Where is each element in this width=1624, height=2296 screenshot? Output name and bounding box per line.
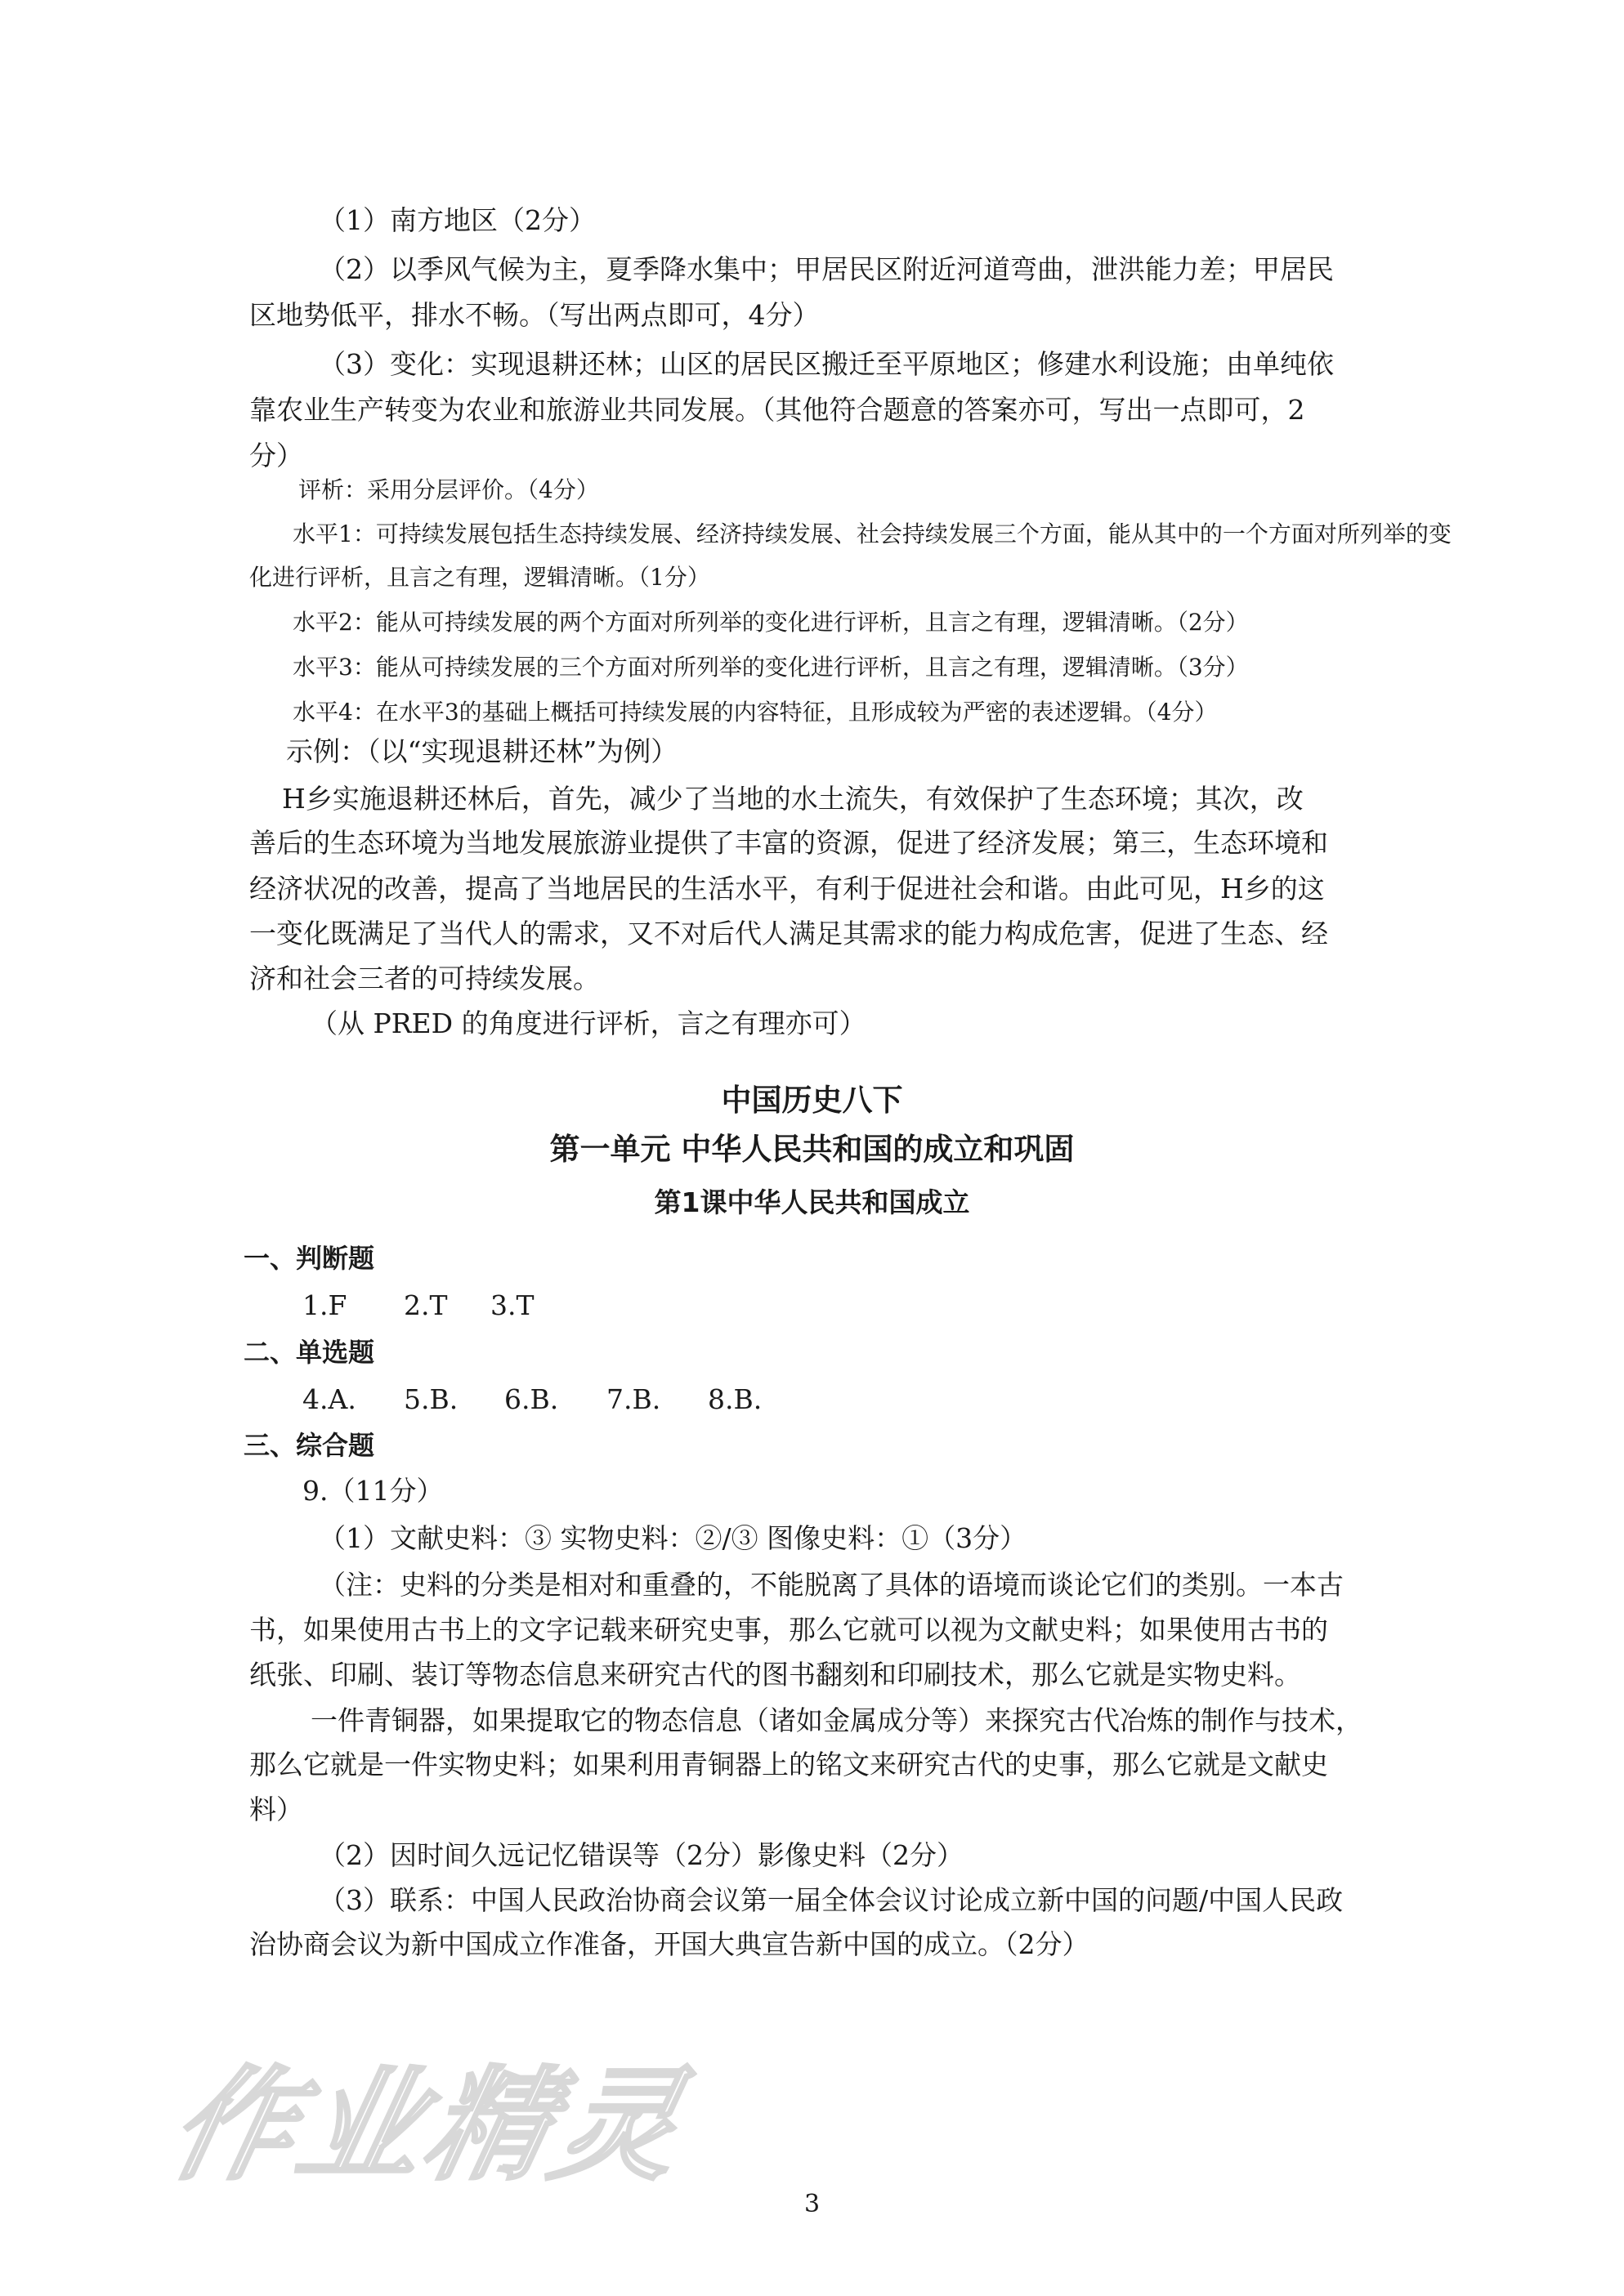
sc-answer-5: 5.B. [404, 1383, 459, 1415]
tf-answer-3: 3.T [490, 1289, 535, 1321]
pred-note: （从 PRED 的角度进行评析，言之有理亦可） [311, 1007, 866, 1039]
example-heading: 示例：（以“实现退耕还林”为例） [286, 735, 678, 767]
example-line1: H乡实施退耕还林后，首先，减少了当地的水土流失，有效保护了生态环境；其次，改 [282, 783, 1304, 815]
q9-note-line6: 料） [249, 1793, 303, 1825]
geo-q2-line2: 区地势低平，排水不畅。（写出两点即可，4分） [249, 299, 820, 331]
level3: 水平3：能从可持续发展的三个方面对所列举的变化进行评析，且言之有理，逻辑清晰。（3分） [293, 654, 1249, 681]
level2: 水平2：能从可持续发展的两个方面对所列举的变化进行评析，且言之有理，逻辑清晰。（2分） [293, 609, 1249, 636]
sc-answer-8: 8.B. [708, 1383, 763, 1415]
geo-q2-line1: （2）以季风气候为主，夏季降水集中；甲居民区附近河道弯曲，泄洪能力差；甲居民 [319, 253, 1334, 285]
eval-heading: 评析：采用分层评价。（4分） [298, 476, 599, 503]
sc-answer-6: 6.B. [504, 1383, 559, 1415]
geo-q3-line1: （3）变化：实现退耕还林；山区的居民区搬迁至平原地区；修建水利设施；由单纯依 [319, 348, 1334, 380]
geo-q1: （1）南方地区（2分） [319, 204, 596, 236]
tf-answer-2: 2.T [404, 1289, 448, 1321]
q9-note-line3: 纸张、印刷、装订等物态信息来研究古代的图书翻刻和印刷技术，那么它就是实物史料。 [249, 1659, 1301, 1691]
sc-answer-4: 4.A. [302, 1383, 356, 1415]
q9-note-line4: 一件青铜器，如果提取它的物态信息（诸如金属成分等）来探究古代冶炼的制作与技术， [311, 1704, 1362, 1736]
section-single-choice: 二、单选题 [244, 1337, 375, 1368]
watermark-logo-lower: 作业精灵 [158, 2055, 699, 2197]
q9-note-line1: （注：史料的分类是相对和重叠的，不能脱离了具体的语境而谈论它们的类别。一本古 [319, 1569, 1344, 1601]
section-true-false: 一、判断题 [244, 1243, 375, 1274]
page-number: 3 [803, 2190, 821, 2218]
tf-answer-1: 1.F [302, 1289, 347, 1321]
book-title: 中国历史八下 [721, 1083, 903, 1118]
level1-line2: 化进行评析，且言之有理，逻辑清晰。（1分） [249, 564, 710, 591]
q9-heading: 9.（11分） [302, 1475, 444, 1507]
geo-q3-line2: 靠农业生产转变为农业和旅游业共同发展。（其他符合题意的答案亦可，写出一点即可，2 [249, 394, 1305, 426]
level4: 水平4：在水平3的基础上概括可持续发展的内容特征，且形成较为严密的表述逻辑。（4分） [293, 699, 1218, 726]
unit-title: 第一单元 中华人民共和国的成立和巩固 [549, 1132, 1075, 1167]
lesson-title: 第1课中华人民共和国成立 [654, 1186, 970, 1218]
q9-part2: （2）因时间久远记忆错误等（2分）影像史料（2分） [319, 1839, 964, 1871]
sc-answer-7: 7.B. [606, 1383, 661, 1415]
section-comprehensive: 三、综合题 [244, 1430, 375, 1461]
level1-line1: 水平1：可持续发展包括生态持续发展、经济持续发展、社会持续发展三个方面，能从其中的一个方面对所列举的变 [293, 520, 1452, 547]
example-line3: 经济状况的改善，提高了当地居民的生活水平，有利于促进社会和谐。由此可见，H乡的这 [249, 873, 1325, 905]
example-line4: 一变化既满足了当代人的需求，又不对后代人满足其需求的能力构成危害，促进了生态、经 [249, 918, 1328, 949]
geo-q3-line3: 分） [249, 440, 303, 471]
q9-note-line2: 书，如果使用古书上的文字记载来研究史事，那么它就可以视为文献史料；如果使用古书的 [249, 1614, 1328, 1646]
q9-part1: （1）文献史料：③ 实物史料：②/③ 图像史料：①（3分） [319, 1522, 1027, 1554]
q9-part3-line1: （3）联系：中国人民政治协商会议第一届全体会议讨论成立新中国的问题/中国人民政 [319, 1884, 1344, 1916]
q9-part3-line2: 治协商会议为新中国成立作准备，开国大典宣告新中国的成立。（2分） [249, 1928, 1089, 1960]
q9-note-line5: 那么它就是一件实物史料；如果利用青铜器上的铭文来研究古代的史事，那么它就是文献史 [249, 1749, 1328, 1780]
example-line2: 善后的生态环境为当地发展旅游业提供了丰富的资源，促进了经济发展；第三，生态环境和 [249, 827, 1328, 859]
example-line5: 济和社会三者的可持续发展。 [249, 963, 600, 994]
